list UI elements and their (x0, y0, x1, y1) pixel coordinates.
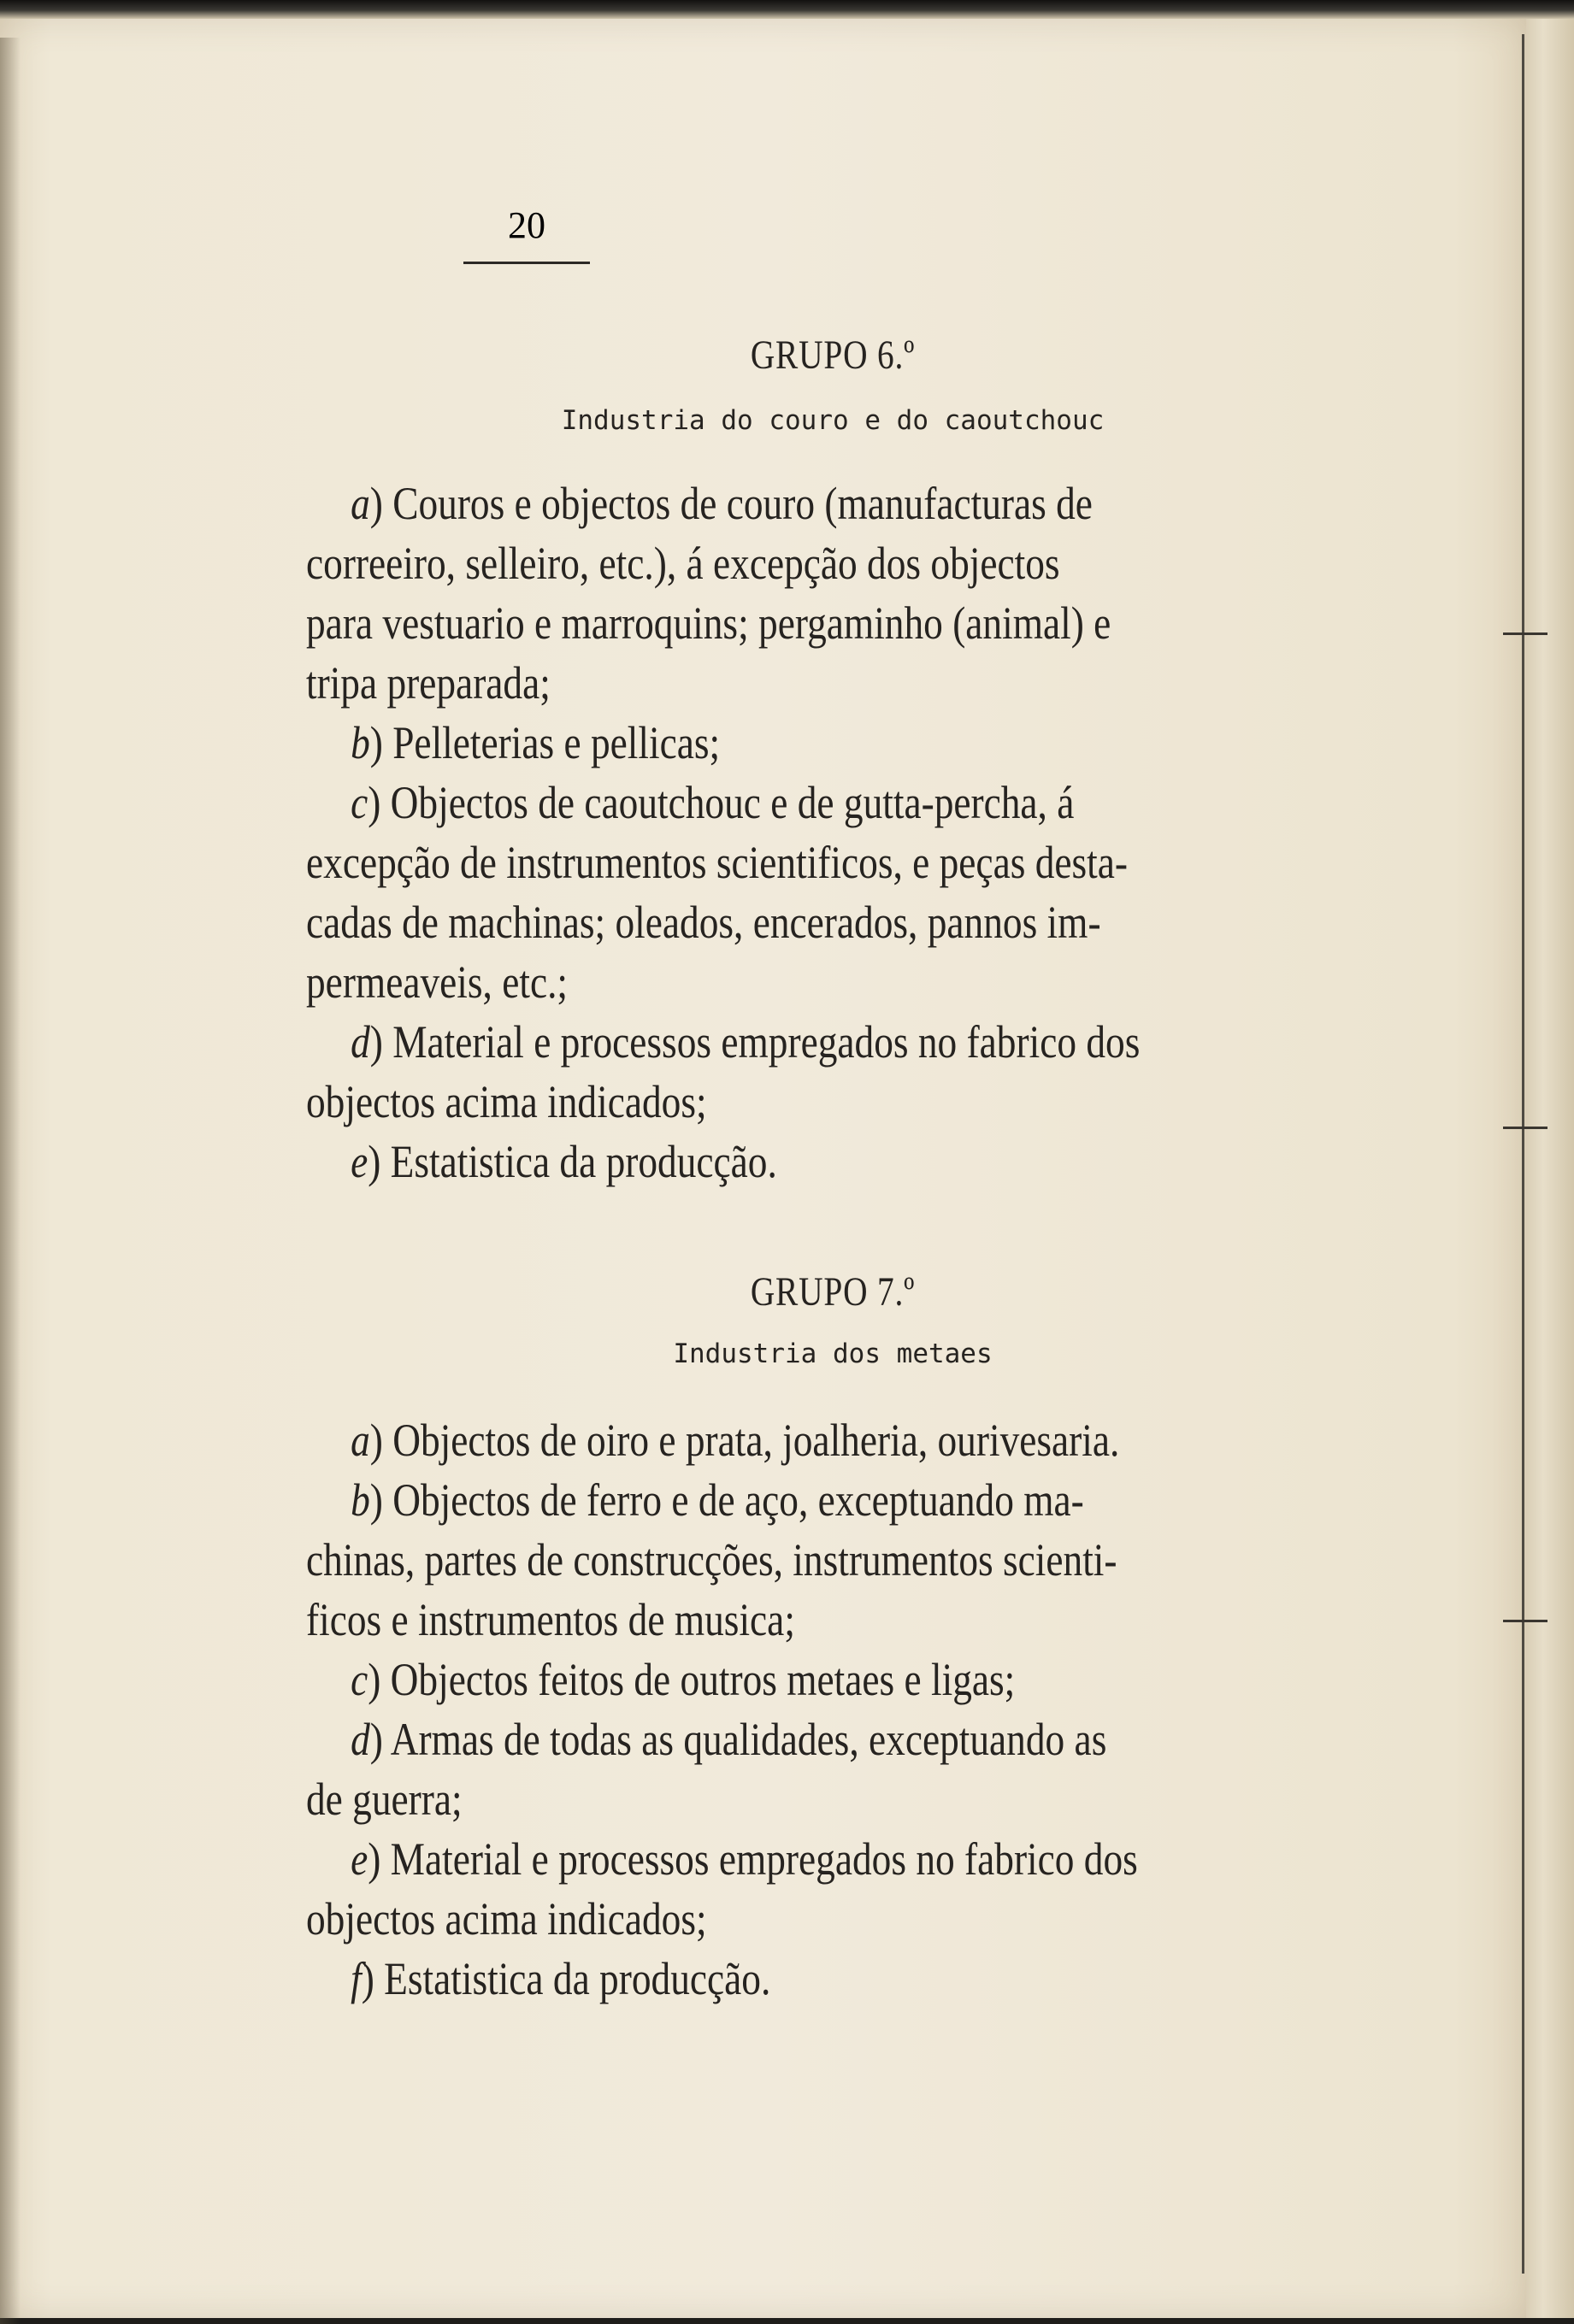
group-7-item-d (306, 1709, 1359, 1829)
item-line: objectos acima indicados; (306, 1893, 707, 1945)
group-7-title: GRUPO 7.º (750, 1269, 916, 1315)
group-7-item-e (306, 1829, 1359, 1949)
item-text: Pelleterias e pellicas; (392, 717, 721, 768)
item-line: permeaveis, etc.; (306, 956, 569, 1008)
group-7-item-f (306, 1949, 1359, 2009)
group-7-item-a (306, 1410, 1359, 1470)
item-letter: d (351, 1016, 370, 1068)
group-6-title: GRUPO 6.º (750, 332, 916, 378)
item-line: c) Objectos feitos de outros metaes e ligas; (351, 1654, 1016, 1705)
item-letter: b (351, 717, 370, 768)
item-line: e) Material e processos empregados no fabrico dos (351, 1833, 1138, 1885)
item-text: Objectos de ferro e de aço, exceptuando ma- (392, 1474, 1084, 1526)
group-6-item-e (306, 1132, 1359, 1191)
group-6-item-c (306, 773, 1359, 1012)
item-line: a) Objectos de oiro e prata, joalheria, ourivesaria. (351, 1415, 1120, 1466)
item-text: Material e processos empregados no fabrico dos (390, 1833, 1138, 1885)
item-line: excepção de instrumentos scientificos, e peças desta- (306, 837, 1128, 888)
item-line: para vestuario e marroquins; pergaminho (animal) e (306, 597, 1111, 649)
page-edge-line (1522, 34, 1524, 2274)
item-letter: e (351, 1136, 368, 1187)
edge-mark (1503, 1127, 1547, 1129)
book-fore-edge (1526, 19, 1574, 2318)
item-text: Armas de todas as qualidades, exceptuando as (390, 1714, 1107, 1765)
item-text: Objectos de caoutchouc e de gutta-percha, á (390, 777, 1075, 828)
page-number-rule (463, 262, 590, 264)
item-text: Estatistica da producção. (390, 1136, 777, 1187)
item-letter: f (351, 1953, 362, 2004)
item-line: e) Estatistica da producção. (351, 1136, 777, 1187)
item-line: d) Material e processos empregados no fabrico dos (351, 1016, 1141, 1068)
item-text: Couros e objectos de couro (manufacturas de (392, 478, 1093, 529)
item-line: c) Objectos de caoutchouc e de gutta-percha, á (351, 777, 1075, 828)
item-letter: c (351, 777, 368, 828)
item-line: d) Armas de todas as qualidades, exceptuando as (351, 1714, 1107, 1765)
item-letter: a (351, 478, 370, 529)
item-line: b) Pelleterias e pellicas; (351, 717, 721, 768)
book-top-edge (0, 0, 1574, 19)
edge-mark (1503, 1620, 1547, 1622)
group-6-subtitle: Industria do couro e do caoutchouc (561, 405, 1105, 436)
item-line: objectos acima indicados; (306, 1076, 707, 1127)
item-letter: c (351, 1654, 368, 1705)
item-line: de guerra; (306, 1774, 463, 1825)
group-6-item-a (306, 474, 1359, 713)
item-text: Objectos feitos de outros metaes e ligas; (390, 1654, 1016, 1705)
item-line: b) Objectos de ferro e de aço, exceptuando ma- (351, 1474, 1084, 1526)
item-line: ficos e instrumentos de musica; (306, 1594, 795, 1645)
item-letter: d (351, 1714, 370, 1765)
group-7-item-b (306, 1470, 1359, 1650)
group-7-subtitle: Industria dos metaes (673, 1339, 993, 1369)
group-6-item-d (306, 1012, 1359, 1132)
item-line: cadas de machinas; oleados, encerados, pannos im- (306, 897, 1101, 948)
gutter-shadow (0, 38, 21, 2324)
item-text: Objectos de oiro e prata, joalheria, ourivesaria. (392, 1415, 1120, 1466)
edge-mark (1503, 632, 1547, 635)
item-line: tripa preparada; (306, 657, 551, 709)
item-line: f) Estatistica da producção. (351, 1953, 771, 2004)
item-text: Material e processos empregados no fabrico dos (392, 1016, 1141, 1068)
item-letter: a (351, 1415, 370, 1466)
group-7-item-c (306, 1650, 1359, 1709)
item-letter: e (351, 1833, 368, 1885)
item-line: a) Couros e objectos de couro (manufacturas de (351, 478, 1093, 529)
item-letter: b (351, 1474, 370, 1526)
item-line: chinas, partes de construcções, instrumentos scienti- (306, 1534, 1117, 1586)
item-line: correeiro, selleiro, etc.), á excepção dos objectos (306, 538, 1060, 589)
item-text: Estatistica da producção. (384, 1953, 771, 2004)
group-6-item-b (306, 713, 1359, 773)
page-number: 20 (508, 204, 545, 246)
